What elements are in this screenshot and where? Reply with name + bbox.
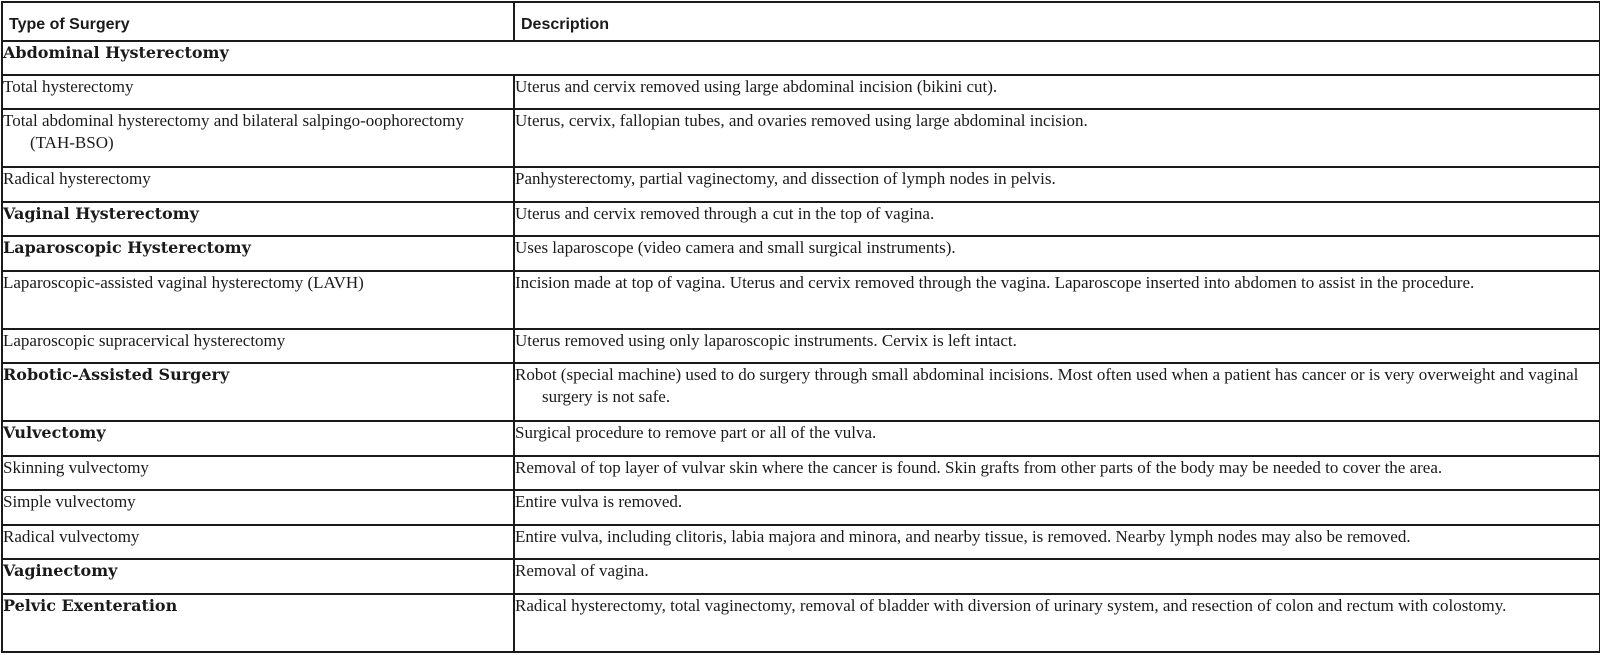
cell-description [514, 490, 1600, 525]
description-text: Uterus, cervix, fallopian tubes, and ovaries removed using large abdominal incision. [515, 111, 1088, 131]
surgery-type-text: Vaginal Hysterectomy [3, 203, 199, 223]
section-title [2, 41, 1600, 75]
description-text: Entire vulva is removed. [515, 492, 683, 512]
table-row [2, 329, 1600, 364]
table-row [2, 594, 1600, 652]
description-text: Entire vulva, including clitoris, labia majora and minora, and nearby tissue, is removed. Nearby lymph nodes may also be removed. [515, 526, 1411, 546]
surgery-type-text: Robotic-Assisted Surgery [3, 365, 230, 385]
table-row [2, 167, 1600, 202]
surgery-types-table [1, 1, 1600, 653]
cell-description [514, 329, 1600, 364]
cell-description [514, 559, 1600, 594]
cell-description [514, 421, 1600, 456]
cell-description [514, 525, 1600, 560]
description-text: Uterus and cervix removed through a cut in the top of vagina. [515, 203, 935, 223]
table-row [2, 559, 1600, 594]
surgery-type-text: Simple vulvectomy [3, 492, 136, 512]
description-text: Removal of top layer of vulvar skin where the cancer is found. Skin grafts from other parts of the body may be needed to cover the area. [515, 457, 1443, 477]
cell-description [514, 363, 1600, 421]
cell-type-of-surgery [2, 167, 514, 202]
table-header-row [2, 2, 1600, 41]
table-row [2, 421, 1600, 456]
section-row-abdominal-hysterectomy [2, 41, 1600, 75]
description-text: Uterus and cervix removed using large abdominal incision (bikini cut). [515, 76, 998, 96]
cell-description [514, 236, 1600, 271]
cell-description [514, 167, 1600, 202]
description-text: Incision made at top of vagina. Uterus and cervix removed through the vagina. Laparoscope inserted into abdomen to assist in the procedure. [515, 272, 1475, 292]
cell-description [514, 594, 1600, 652]
cell-type-of-surgery [2, 559, 514, 594]
cell-type-of-surgery [2, 363, 514, 421]
cell-type-of-surgery [2, 421, 514, 456]
cell-type-of-surgery [2, 109, 514, 167]
description-text: Surgical procedure to remove part or all of the vulva. [515, 423, 877, 443]
table-row [2, 490, 1600, 525]
surgery-type-text: Total hysterectomy [3, 76, 134, 96]
cell-type-of-surgery [2, 202, 514, 237]
cell-description [514, 456, 1600, 491]
description-text: Uterus removed using only laparoscopic instruments. Cervix is left intact. [515, 330, 1017, 350]
cell-description [514, 202, 1600, 237]
table-row [2, 236, 1600, 271]
section-title-text: Abdominal Hysterectomy [3, 43, 229, 62]
surgery-type-text: Total abdominal hysterectomy and bilateral salpingo-oophorectomy (TAH-BSO) [3, 111, 464, 153]
cell-description [514, 271, 1600, 329]
header-description: Description [514, 2, 1600, 41]
cell-description [514, 109, 1600, 167]
cell-type-of-surgery [2, 456, 514, 491]
table-row [2, 456, 1600, 491]
description-text: Panhysterectomy, partial vaginectomy, and dissection of lymph nodes in pelvis. [515, 169, 1056, 189]
table-row [2, 525, 1600, 560]
header-type-of-surgery: Type of Surgery [2, 2, 514, 41]
surgery-type-text: Pelvic Exenteration [3, 595, 178, 615]
surgery-type-text: Skinning vulvectomy [3, 457, 149, 477]
cell-type-of-surgery [2, 271, 514, 329]
description-text: Robot (special machine) used to do surgery through small abdominal incisions. Most often used when a patient has cancer or is very overweight and vaginal surgery is not safe. [515, 365, 1579, 407]
surgery-type-text: Radical hysterectomy [3, 169, 151, 189]
cell-type-of-surgery [2, 329, 514, 364]
surgery-type-text: Laparoscopic Hysterectomy [3, 238, 251, 258]
surgery-type-text: Laparoscopic-assisted vaginal hysterectomy (LAVH) [3, 272, 364, 292]
cell-type-of-surgery [2, 75, 514, 110]
cell-type-of-surgery [2, 525, 514, 560]
surgery-type-text: Radical vulvectomy [3, 526, 140, 546]
surgery-type-text: Vaginectomy [3, 561, 118, 581]
description-text: Radical hysterectomy, total vaginectomy, removal of bladder with diversion of urinary system, and resection of colon and rectum with colostomy. [515, 595, 1507, 615]
cell-description [514, 75, 1600, 110]
table-row [2, 202, 1600, 237]
description-text: Removal of vagina. [515, 561, 649, 581]
description-text: Uses laparoscope (video camera and small surgical instruments). [515, 238, 956, 258]
cell-type-of-surgery [2, 490, 514, 525]
table-row [2, 75, 1600, 110]
cell-type-of-surgery [2, 236, 514, 271]
table-row [2, 363, 1600, 421]
surgery-type-text: Laparoscopic supracervical hysterectomy [3, 330, 286, 350]
surgery-type-text: Vulvectomy [3, 423, 106, 443]
table-row [2, 271, 1600, 329]
cell-type-of-surgery [2, 594, 514, 652]
table-row [2, 109, 1600, 167]
